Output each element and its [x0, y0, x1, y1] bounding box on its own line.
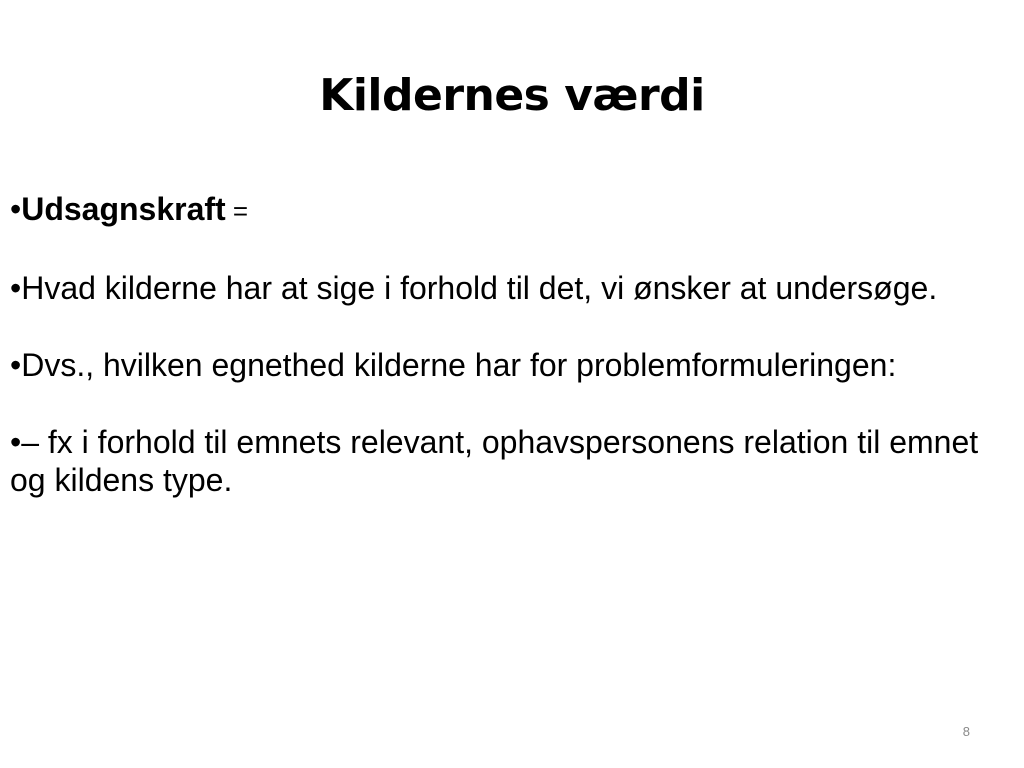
bullet-text-examples: – fx i forhold til emnets relevant, ophavspersonens relation til emnet og kildens type. [10, 424, 979, 498]
bullet-text-definition: Hvad kilderne har at sige i forhold til det, vi ønsker at undersøge. [21, 270, 938, 306]
page-number: 8 [962, 724, 970, 739]
term-udsagnskraft: Udsagnskraft [21, 191, 226, 227]
slide-title: Kildernes værdi [319, 70, 705, 121]
bullet-item-udsagnskraft [10, 190, 1010, 230]
bullet-item-egnethed [10, 346, 1010, 384]
bullet-item-examples [10, 423, 1010, 499]
bullet-text-egnethed: Dvs., hvilken egnethed kilderne har for problemformuleringen: [21, 347, 897, 383]
slide-body [10, 190, 1010, 499]
bullet-marker: • [10, 424, 22, 460]
equals-sign: = [225, 196, 249, 226]
bullet-marker: • [10, 347, 22, 383]
bullet-marker: • [10, 191, 22, 227]
bullet-marker: • [10, 270, 22, 306]
bullet-item-definition [10, 269, 1010, 307]
